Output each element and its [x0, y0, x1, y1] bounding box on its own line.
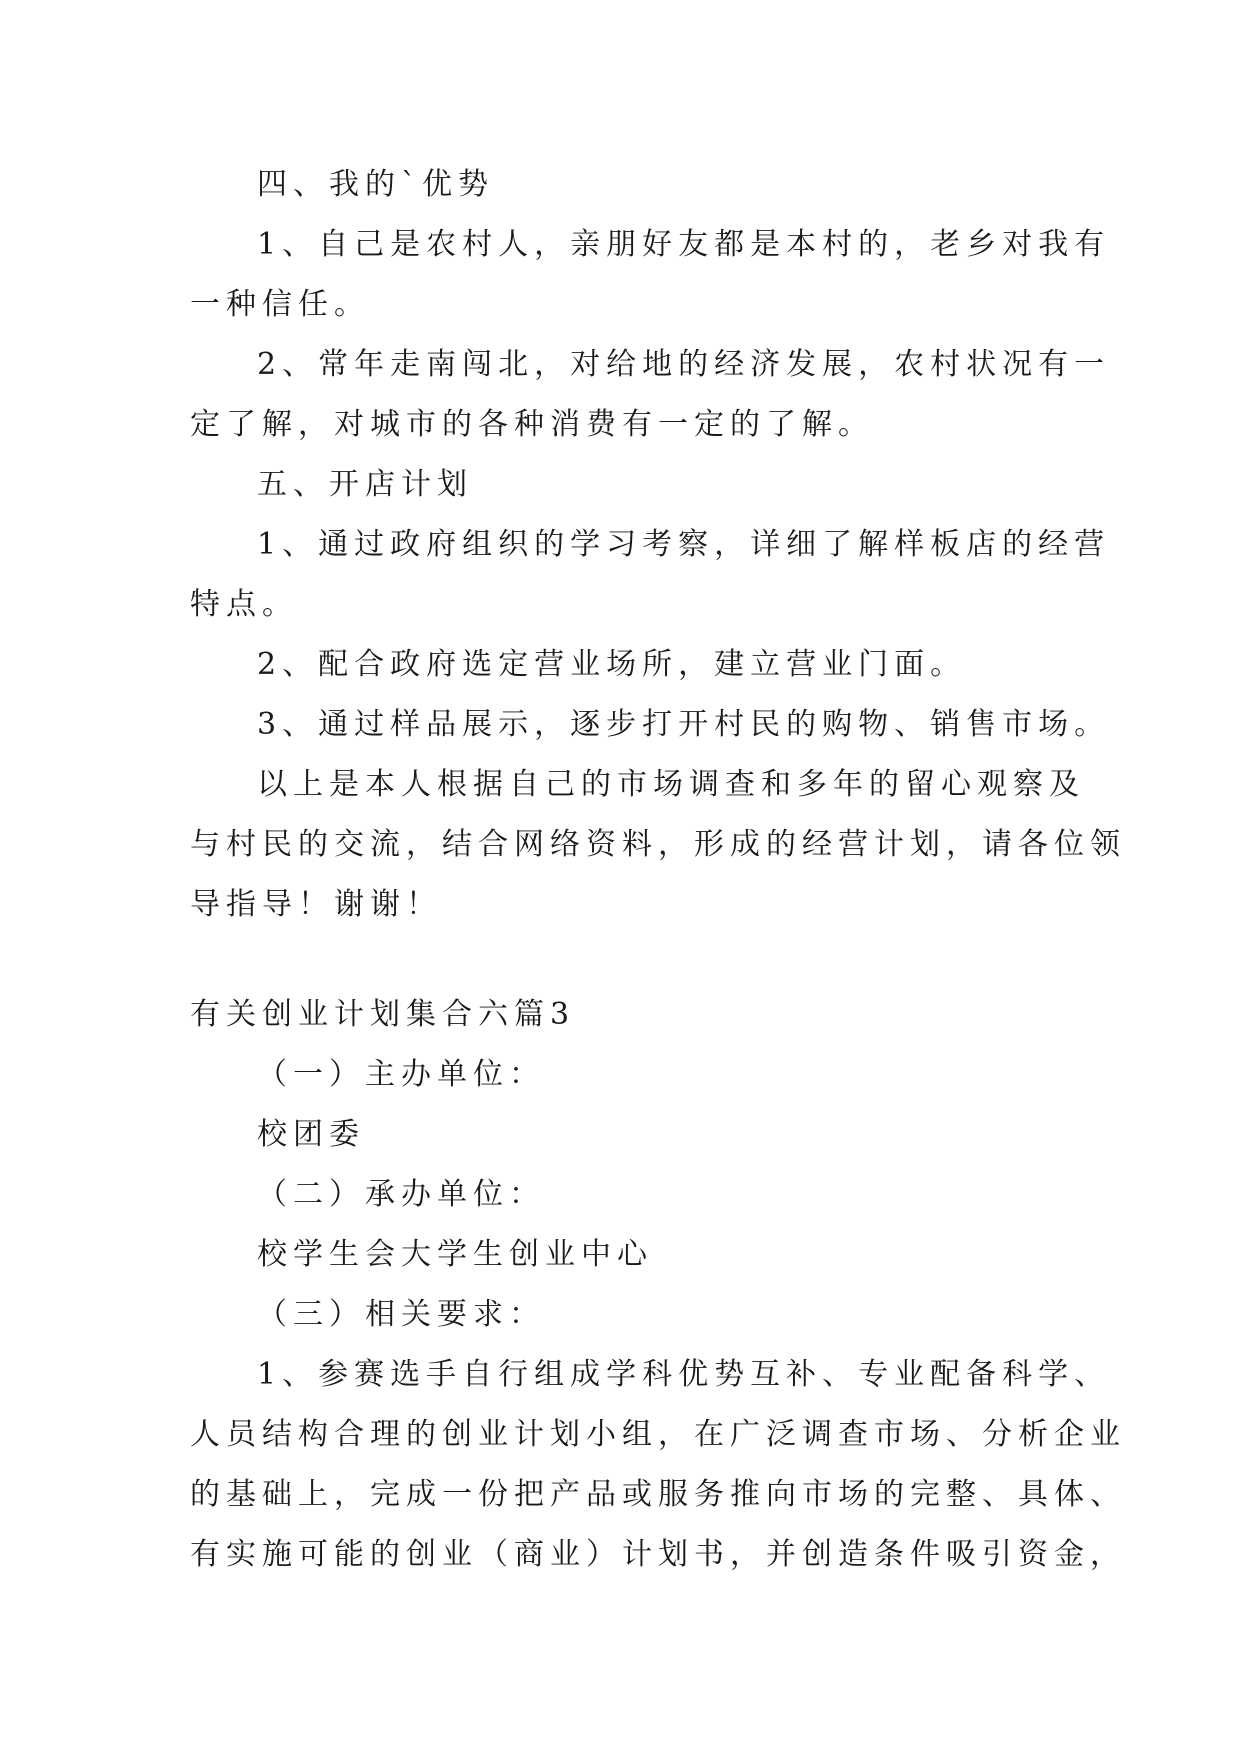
paragraph-line: 导指导！谢谢！ [190, 887, 442, 922]
section-heading-requirements: （三）相关要求： [257, 1297, 545, 1332]
paragraph-line: 1、通过政府组织的学习考察，详细了解样板店的经营 [257, 527, 1111, 562]
section-heading-organizer: （一）主办单位： [257, 1057, 545, 1092]
section-heading-store-plan: 五、开店计划 [257, 467, 473, 502]
paragraph-line: 人员结构合理的创业计划小组，在广泛调查市场、分析企业 [190, 1417, 1126, 1452]
paragraph-line: 2、常年走南闯北，对给地的经济发展，农村状况有一 [257, 347, 1111, 382]
paragraph-line: 特点。 [190, 587, 298, 622]
paragraph-line: 以上是本人根据自己的市场调查和多年的留心观察及 [257, 767, 1085, 802]
paragraph-line: 校团委 [257, 1117, 365, 1152]
article-title: 有关创业计划集合六篇3 [190, 997, 576, 1032]
paragraph-line: 3、通过样品展示，逐步打开村民的购物、销售市场。 [257, 707, 1111, 742]
paragraph-line: 的基础上，完成一份把产品或服务推向市场的完整、具体、 [190, 1477, 1126, 1512]
paragraph-line: 1、自己是农村人，亲朋好友都是本村的，老乡对我有 [257, 227, 1111, 262]
section-heading-host: （二）承办单位： [257, 1177, 545, 1212]
paragraph-line: 校学生会大学生创业中心 [257, 1237, 653, 1272]
paragraph-line: 1、参赛选手自行组成学科优势互补、专业配备科学、 [257, 1357, 1111, 1392]
section-heading-advantages: 四、我的`优势 [257, 167, 494, 202]
paragraph-line: 一种信任。 [190, 287, 370, 322]
paragraph-line: 与村民的交流，结合网络资料，形成的经营计划，请各位领 [190, 827, 1126, 862]
paragraph-line: 有实施可能的创业（商业）计划书，并创造条件吸引资金， [190, 1537, 1126, 1572]
paragraph-line: 定了解，对城市的各种消费有一定的了解。 [190, 407, 874, 442]
paragraph-line: 2、配合政府选定营业场所，建立营业门面。 [257, 647, 967, 682]
